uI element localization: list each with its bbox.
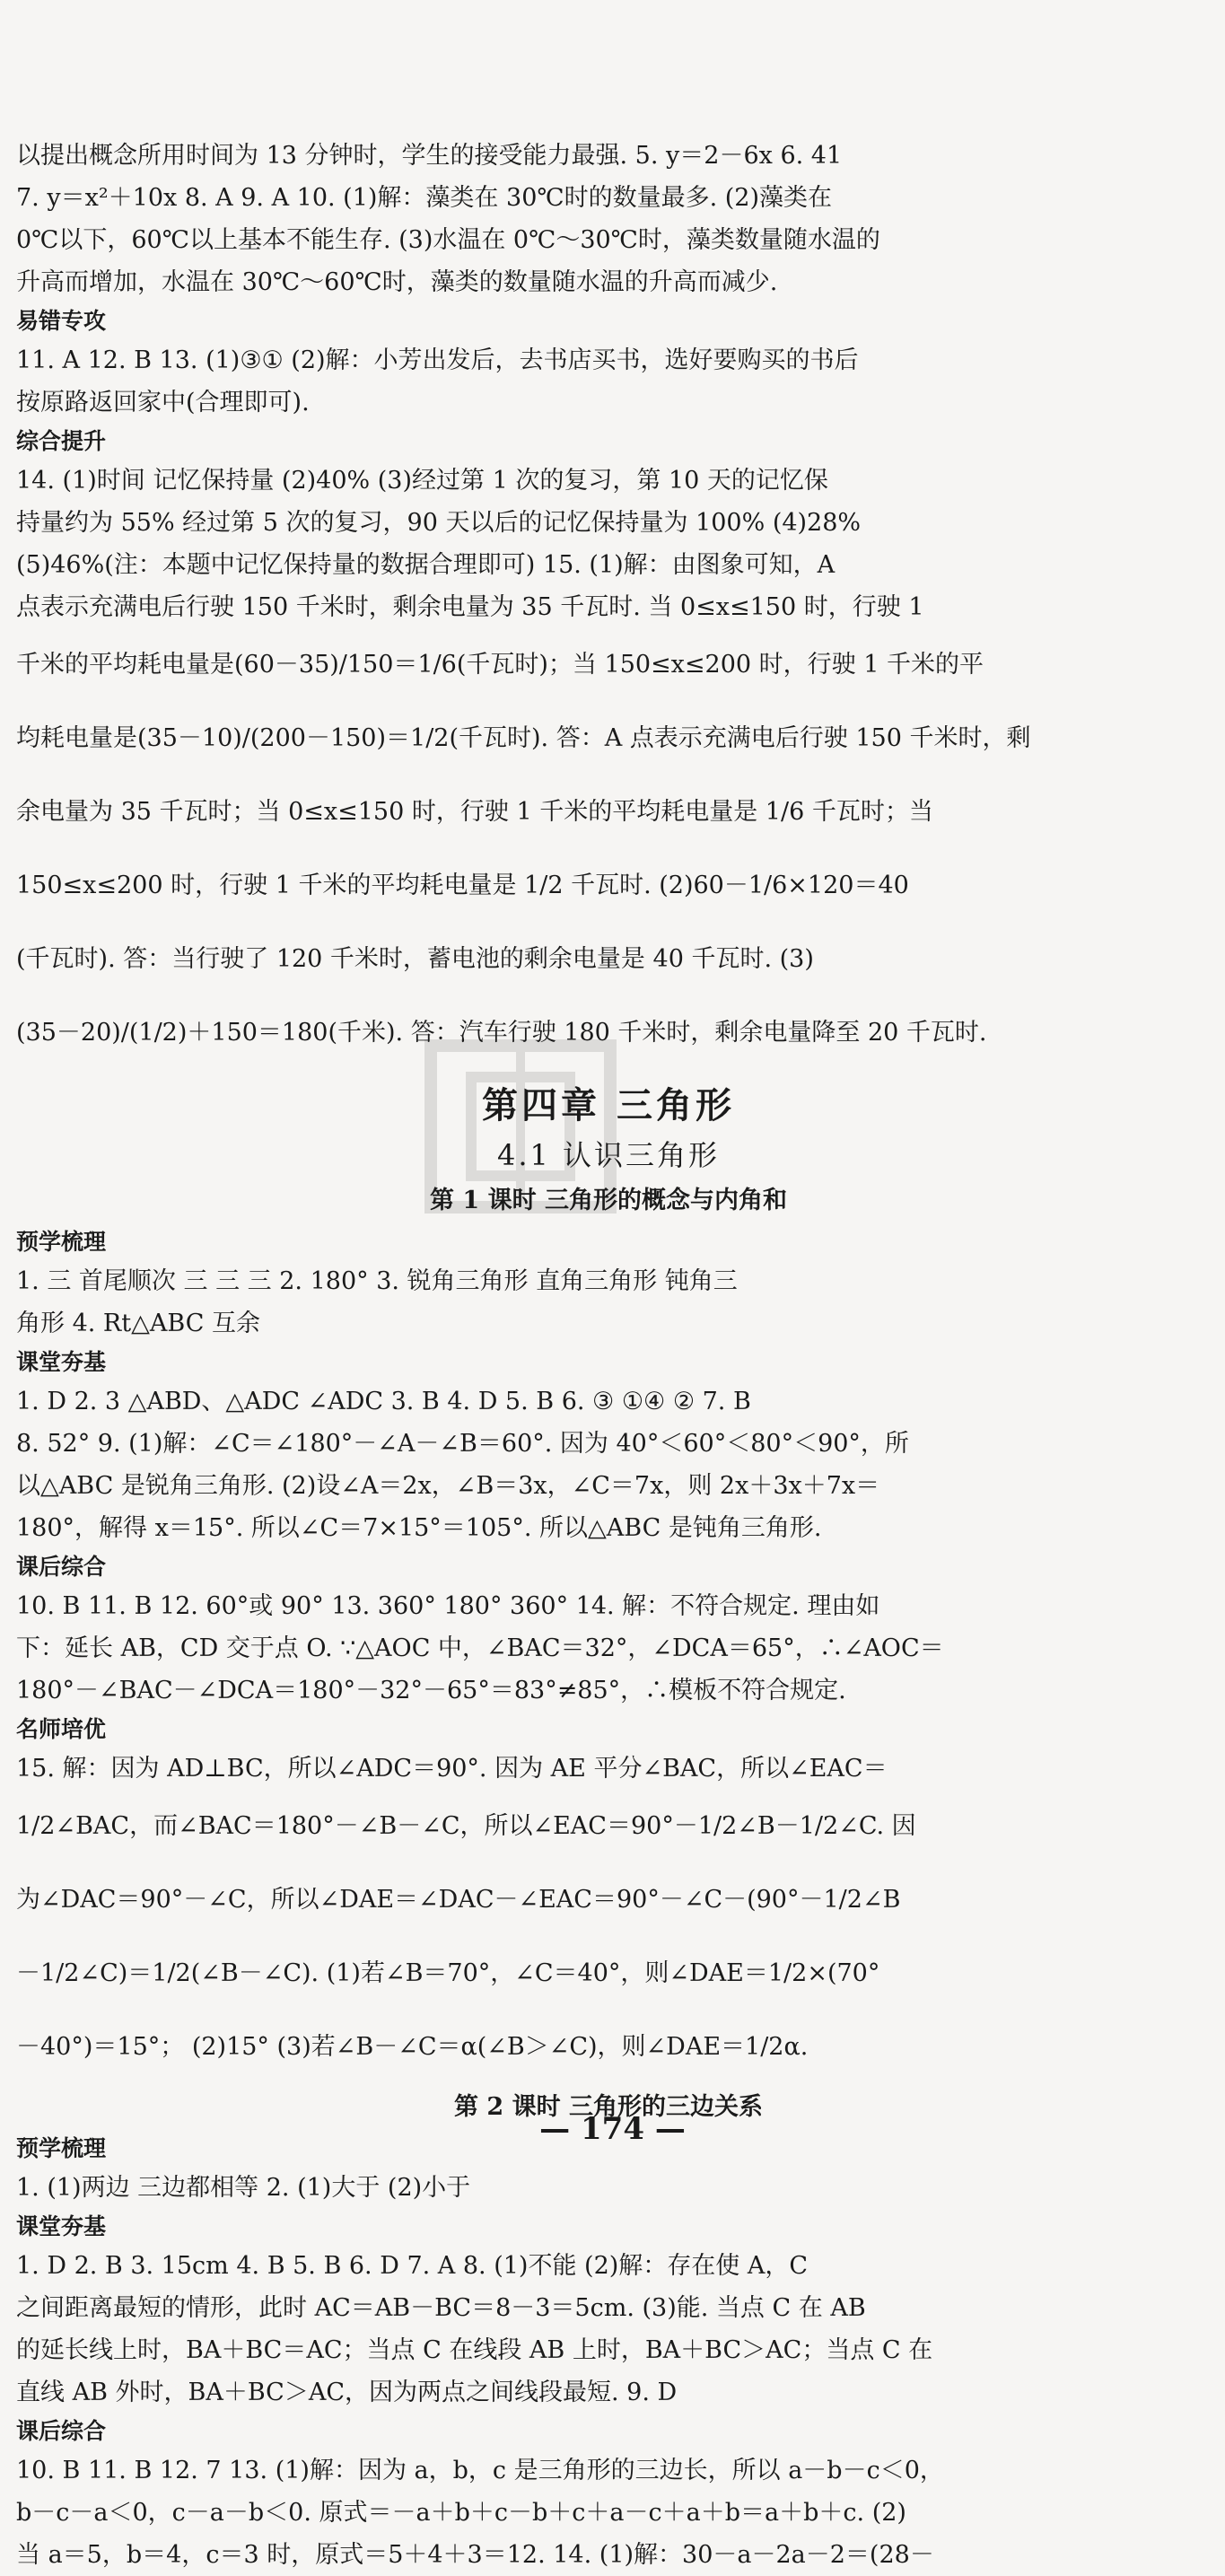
answer-line: －40°)＝15°； (2)15° (3)若∠B－∠C＝α(∠B＞∠C)，则∠DAE＝1/2α. [16, 2033, 809, 2061]
answer-line: 150≤x≤200 时，行驶 1 千米的平均耗电量是 1/2 千瓦时. (2)60－1/6×120＝40 [16, 872, 909, 899]
answer-line: 10. B 11. B 12. 60°或 90° 13. 360° 180° 360° 14. 解：不符合规定. 理由如 [16, 1592, 880, 1620]
page-number: — 174 — [539, 2111, 686, 2147]
section-heading: 综合提升 [16, 428, 107, 454]
answer-line: 的延长线上时，BA＋BC＝AC；当点 C 在线段 AB 上时，BA＋BC＞AC；当点 C 在 [16, 2336, 933, 2364]
section-heading: 名师培优 [16, 1716, 107, 1742]
answer-line: 点表示充满电后行驶 150 千米时，剩余电量为 35 千瓦时. 当 0≤x≤150 时，行驶 1 [16, 593, 924, 621]
answer-line: 1. D 2. B 3. 15cm 4. B 5. B 6. D 7. A 8. (1)不能 (2)解：存在使 A，C [16, 2252, 809, 2280]
lesson-title: 第 2 课时 三角形的三边关系 [454, 2093, 763, 2121]
section-heading: 课堂夯基 [16, 2213, 107, 2239]
answer-line: 直线 AB 外时，BA＋BC＞AC，因为两点之间线段最短. 9. D [16, 2379, 678, 2406]
answer-line: 1. D 2. 3 △ABD、△ADC ∠ADC 3. B 4. D 5. B 6. ③ ①④ ② 7. B [16, 1388, 751, 1415]
answer-line: 11. A 12. B 13. (1)③① (2)解：小芳出发后，去书店买书，选好要购买的书后 [16, 346, 859, 374]
answer-line: 千米的平均耗电量是(60－35)/150＝1/6(千瓦时)；当 150≤x≤200 时，行驶 1 千米的平 [16, 651, 984, 679]
section-heading: 课后综合 [16, 1554, 107, 1580]
lesson-title: 第 1 课时 三角形的概念与内角和 [430, 1187, 787, 1214]
answer-line: 10. B 11. B 12. 7 13. (1)解：因为 a，b，c 是三角形的三边长，所以 a－b－c＜0， [16, 2457, 944, 2484]
section-title: 4.1 认识三角形 [496, 1138, 721, 1172]
answer-line: 180°－∠BAC－∠DCA＝180°－32°－65°＝83°≠85°，∴模板不符合规定. [16, 1677, 846, 1704]
answer-line: 以提出概念所用时间为 13 分钟时，学生的接受能力最强. 5. y＝2－6x 6. 41 [16, 142, 843, 170]
answer-line: 持量约为 55% 经过第 5 次的复习，90 天以后的记忆保持量为 100% (4)28% [16, 509, 862, 537]
answer-line: b－c－a＜0，c－a－b＜0. 原式＝－a＋b＋c－b＋c＋a－c＋a＋b＝a＋b＋c. (2) [16, 2499, 906, 2527]
section-heading: 预学梳理 [16, 1229, 107, 1255]
answer-line: 8. 52° 9. (1)解：∠C＝∠180°－∠A－∠B＝60°. 因为 40°＜60°＜80°＜90°，所 [16, 1430, 909, 1458]
answer-line: 14. (1)时间 记忆保持量 (2)40% (3)经过第 1 次的复习，第 10 天的记忆保 [16, 467, 828, 495]
section-heading: 课后综合 [16, 2418, 107, 2444]
answer-line: 1. (1)两边 三边都相等 2. (1)大于 (2)小于 [16, 2174, 471, 2202]
answer-line: 当 a＝5，b＝4，c＝3 时，原式＝5＋4＋3＝12. 14. (1)解：30－a－2a－2＝(28－ [16, 2541, 934, 2569]
answer-line: 按原路返回家中(合理即可). [16, 389, 310, 416]
answer-line: 角形 4. Rt△ABC 互余 [16, 1310, 260, 1337]
answer-line: 升高而增加，水温在 30℃～60℃时，藻类的数量随水温的升高而减少. [16, 268, 778, 296]
answer-line: 下：延长 AB，CD 交于点 O. ∵△AOC 中，∠BAC＝32°，∠DCA＝65°，∴∠AOC＝ [16, 1634, 944, 1662]
answer-line: 为∠DAC＝90°－∠C，所以∠DAE＝∠DAC－∠EAC＝90°－∠C－(90°－1/2∠B [16, 1886, 901, 1914]
answer-line: (35－20)/(1/2)＋150＝180(千米). 答：汽车行驶 180 千米时，剩余电量降至 20 千瓦时. [16, 1019, 987, 1047]
answer-line: 7. y＝x²＋10x 8. A 9. A 10. (1)解：藻类在 30℃时的数量最多. (2)藻类在 [16, 184, 832, 212]
answer-line: 之间距离最短的情形，此时 AC＝AB－BC＝8－3＝5cm. (3)能. 当点 C 在 AB [16, 2294, 866, 2322]
section-heading: 课堂夯基 [16, 1349, 107, 1375]
section-heading: 易错专攻 [16, 308, 107, 334]
answer-line: 180°，解得 x＝15°. 所以∠C＝7×15°＝105°. 所以△ABC 是钝角三角形. [16, 1514, 822, 1542]
answer-line: 余电量为 35 千瓦时；当 0≤x≤150 时，行驶 1 千米的平均耗电量是 1/6 千瓦时；当 [16, 798, 933, 826]
chapter-title: 第四章 三角形 [482, 1084, 735, 1126]
answer-line: 1/2∠BAC，而∠BAC＝180°－∠B－∠C，所以∠EAC＝90°－1/2∠B－1/2∠C. 因 [16, 1812, 916, 1840]
answer-text-body [16, 135, 1201, 2576]
answer-line: 0℃以下，60℃以上基本不能生存. (3)水温在 0℃～30℃时，藻类数量随水温的 [16, 226, 880, 254]
answer-line: 均耗电量是(35－10)/(200－150)＝1/2(千瓦时). 答：A 点表示充满电后行驶 150 千米时，剩 [16, 724, 1031, 752]
answer-line: (5)46%(注：本题中记忆保持量的数据合理即可) 15. (1)解：由图象可知，A [16, 551, 836, 579]
answer-line: (千瓦时). 答：当行驶了 120 千米时，蓄电池的剩余电量是 40 千瓦时. (3) [16, 945, 814, 973]
answer-line: 以△ABC 是锐角三角形. (2)设∠A＝2x，∠B＝3x，∠C＝7x，则 2x＋3x＋7x＝ [16, 1472, 880, 1500]
answer-line: 1. 三 首尾顺次 三 三 三 2. 180° 3. 锐角三角形 直角三角形 钝角三 [16, 1267, 738, 1295]
answer-line: －1/2∠C)＝1/2(∠B－∠C). (1)若∠B＝70°，∠C＝40°，则∠DAE＝1/2×(70° [16, 1959, 880, 1987]
answer-line: 15. 解：因为 AD⊥BC，所以∠ADC＝90°. 因为 AE 平分∠BAC，所以∠EAC＝ [16, 1755, 888, 1783]
section-heading: 预学梳理 [16, 2135, 107, 2161]
